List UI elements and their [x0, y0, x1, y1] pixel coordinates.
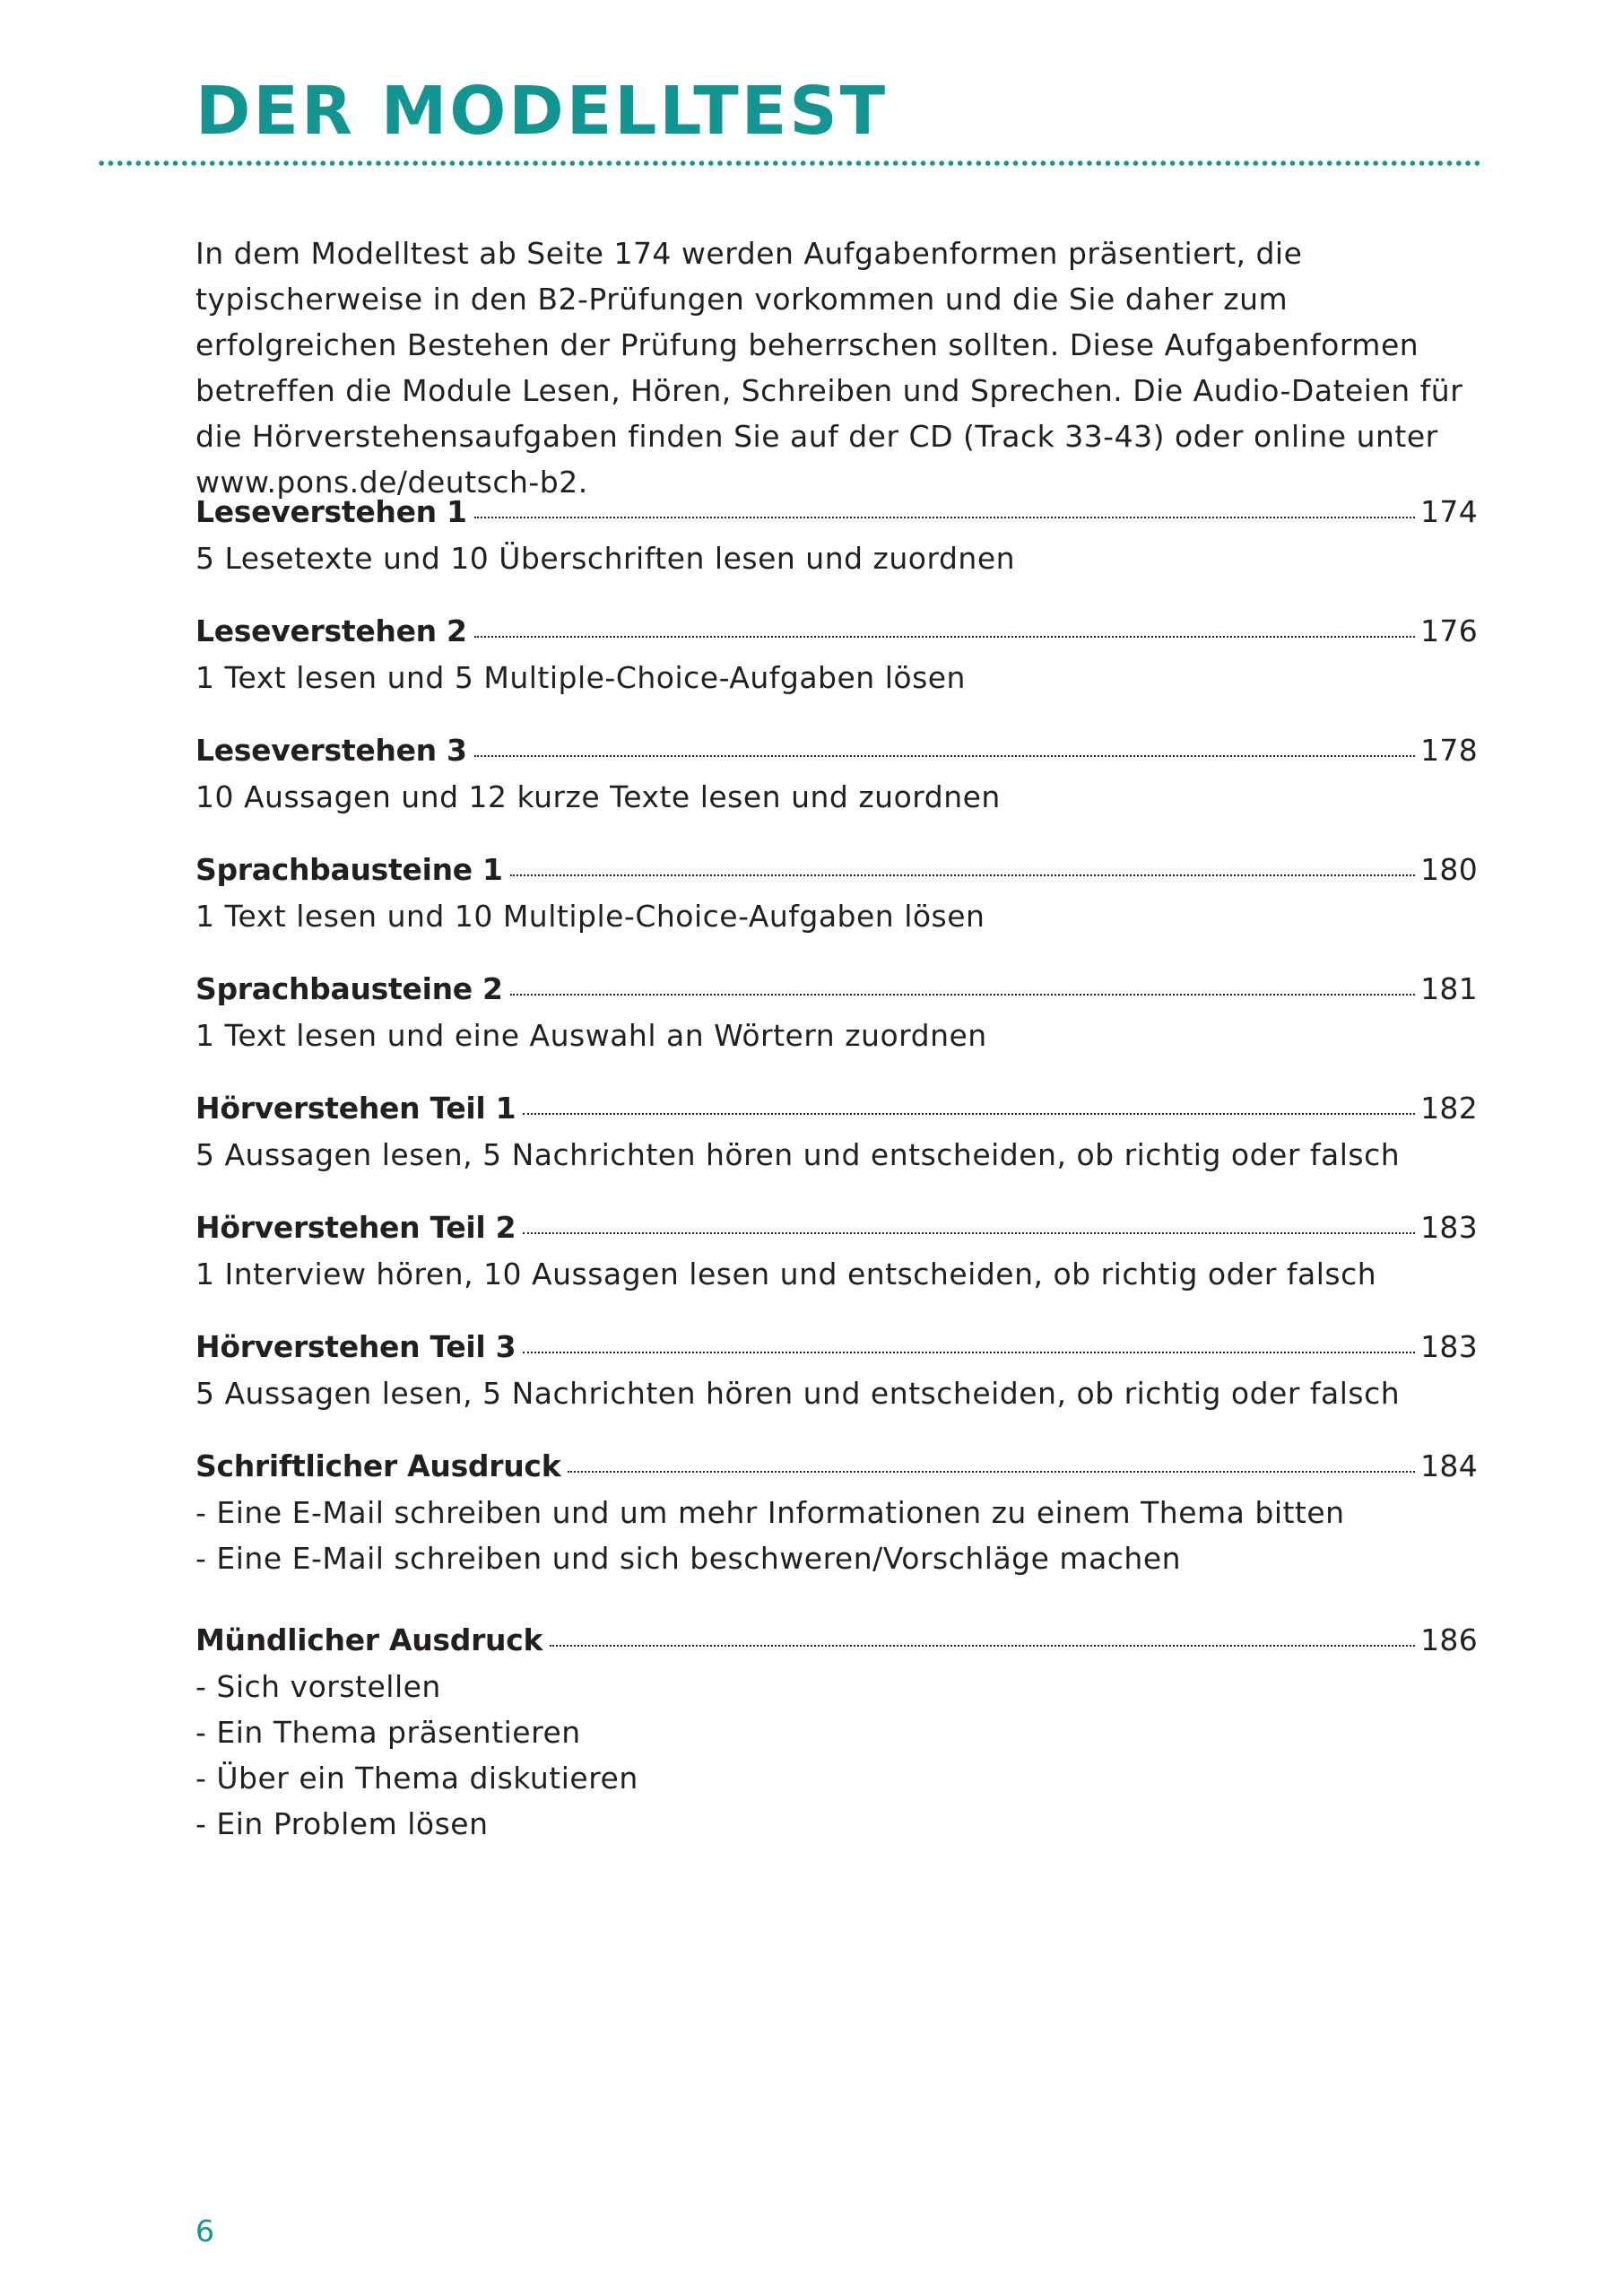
dot-leader: [568, 1471, 1415, 1473]
toc-entry-page: 176: [1420, 613, 1478, 648]
toc-entry-page: 180: [1420, 852, 1478, 887]
toc-entry-description: - Eine E-Mail schreiben und sich beschweren/Vorschläge machen: [195, 1541, 1182, 1576]
toc-entry-page: 182: [1420, 1091, 1478, 1126]
toc-entry-page: 181: [1420, 971, 1478, 1006]
dot-leader: [523, 1113, 1415, 1115]
toc-entry-heading: [195, 1443, 1478, 1490]
toc-entry-label: Hörverstehen Teil 2: [195, 1210, 516, 1245]
toc-entry-heading: [195, 608, 1478, 655]
toc-entry-heading: [195, 966, 1478, 1013]
toc-entry-page: 183: [1420, 1329, 1478, 1364]
page-title: DER MODELLTEST: [195, 73, 889, 150]
toc-entry-label: Sprachbausteine 2: [195, 971, 503, 1006]
toc-entry-description: - Ein Thema präsentieren: [195, 1715, 581, 1750]
toc-entry: [195, 608, 1478, 700]
toc-entry-page: 184: [1420, 1448, 1478, 1483]
toc-entry-label: Mündlicher Ausdruck: [195, 1622, 543, 1657]
toc-entry: [195, 1617, 1478, 1847]
toc-entry: [195, 1324, 1478, 1416]
toc-entry: [195, 966, 1478, 1058]
toc-entry: [195, 1205, 1478, 1297]
toc-entry: [195, 727, 1478, 820]
dot-leader: [550, 1645, 1415, 1647]
toc-entry-description: 1 Interview hören, 10 Aussagen lesen und entscheiden, ob richtig oder falsch: [195, 1257, 1377, 1292]
toc-entry-description: - Ein Problem lösen: [195, 1806, 489, 1841]
toc-entry: [195, 489, 1478, 581]
toc-entry-description: 10 Aussagen und 12 kurze Texte lesen und zuordnen: [195, 779, 1001, 814]
dotted-title-rule: [97, 160, 1482, 167]
toc-entry-label: Leseverstehen 2: [195, 613, 467, 648]
toc-entry-page: 186: [1420, 1622, 1478, 1657]
toc-entry-page: 178: [1420, 733, 1478, 768]
toc-entry-heading: [195, 727, 1478, 774]
toc-entry-label: Hörverstehen Teil 1: [195, 1091, 516, 1126]
dot-leader: [474, 636, 1415, 638]
dot-leader: [474, 517, 1415, 518]
toc-entry: [195, 847, 1478, 939]
toc-entry-page: 174: [1420, 494, 1478, 529]
page-number: 6: [195, 2213, 214, 2248]
toc-entry-description: 1 Text lesen und eine Auswahl an Wörtern zuordnen: [195, 1018, 987, 1053]
toc-entry-heading: [195, 489, 1478, 535]
toc-entry-heading: [195, 1324, 1478, 1370]
toc-entry-description: - Eine E-Mail schreiben und um mehr Informationen zu einem Thema bitten: [195, 1495, 1345, 1530]
toc-entry-label: Leseverstehen 1: [195, 494, 467, 529]
dot-leader: [510, 874, 1415, 876]
table-of-contents: [195, 489, 1478, 1874]
dot-leader: [523, 1352, 1415, 1353]
toc-entry: [195, 1443, 1478, 1581]
toc-entry-label: Schriftlicher Ausdruck: [195, 1448, 561, 1483]
toc-entry-label: Sprachbausteine 1: [195, 852, 503, 887]
toc-entry-heading: [195, 1205, 1478, 1251]
toc-entry-description: 5 Aussagen lesen, 5 Nachrichten hören und entscheiden, ob richtig oder falsch: [195, 1137, 1401, 1172]
dot-leader: [510, 994, 1415, 996]
toc-entry-label: Leseverstehen 3: [195, 733, 467, 768]
dot-leader: [523, 1232, 1415, 1234]
toc-entry-description: 1 Text lesen und 5 Multiple-Choice-Aufgaben lösen: [195, 660, 966, 695]
toc-entry-heading: [195, 847, 1478, 893]
toc-entry-description: 5 Lesetexte und 10 Überschriften lesen und zuordnen: [195, 541, 1016, 576]
intro-paragraph: In dem Modelltest ab Seite 174 werden Aufgabenformen präsentiert, die typischerweise in den B2-Prüfungen vorkommen und die Sie daher zum erfolgreichen Bestehen der Prüfung beherrschen sollten. Diese Aufgabenformen betreffen die Module Lesen, Hören, Schreiben und Sprechen. Die Audio-Dateien für die Hörverstehensaufgaben finden Sie auf der CD (Track 33-43) oder online unter www.pons.de/deutsch-b2.: [195, 236, 1463, 500]
toc-entry-description: - Sich vorstellen: [195, 1669, 441, 1704]
toc-entry-description: 1 Text lesen und 10 Multiple-Choice-Aufgaben lösen: [195, 899, 985, 934]
dot-leader: [474, 755, 1415, 757]
toc-entry-page: 183: [1420, 1210, 1478, 1245]
toc-entry-description: - Über ein Thema diskutieren: [195, 1761, 638, 1796]
toc-entry-label: Hörverstehen Teil 3: [195, 1329, 516, 1364]
toc-entry-description: 5 Aussagen lesen, 5 Nachrichten hören und entscheiden, ob richtig oder falsch: [195, 1376, 1401, 1411]
toc-entry-heading: [195, 1085, 1478, 1132]
toc-entry-heading: [195, 1617, 1478, 1664]
toc-entry: [195, 1085, 1478, 1178]
